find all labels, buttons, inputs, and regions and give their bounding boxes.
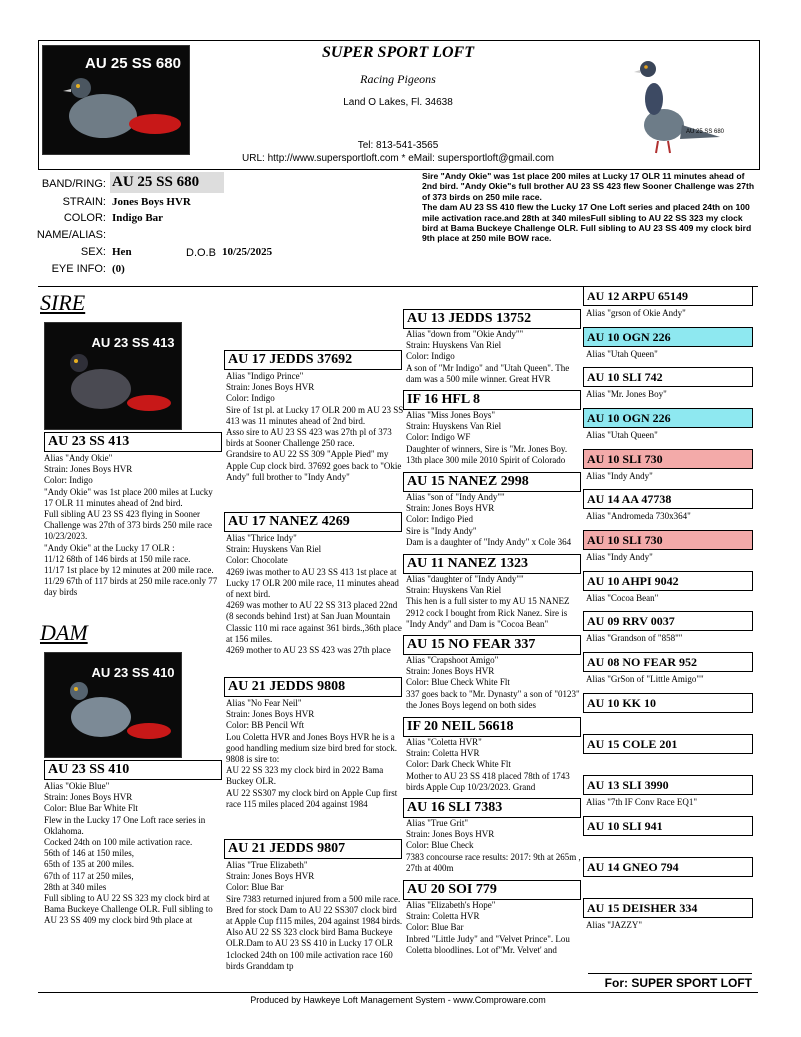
gen3-info: Alias "Elizabeth's Hope" Strain: Coletta HVR Color: Blue Bar Inbred "Little Judy" and "Velvet Prince". Lou Coletta bloodlines. Lot of"Mr. Velvet' and bbox=[406, 900, 570, 955]
gen3-info: Alias "Coletta HVR" Strain: Coletta HVR Color: Dark Check White Flt Mother to AU 23 SS 418 placed 78th of 1743 birds Apple Cup 10/23/2023. Grand bbox=[406, 737, 570, 792]
sire-photo bbox=[44, 322, 182, 430]
gen3-box: AU 15 NO FEAR 337 bbox=[403, 635, 581, 655]
gen3-info: Alias "daughter of "Indy Andy"" Strain: Huyskens Van Riel This hen is a full sister to my AU 15 NANEZ 2912 cock I bought from Rick Nanez. Sire is "Indy Andy" and Dam is "Cocoa Bean" bbox=[406, 574, 570, 629]
gen2-box: AU 21 JEDDS 9808 bbox=[224, 677, 402, 697]
gen4-alias: Alias "grson of Okie Andy" bbox=[586, 308, 686, 318]
strain-label: STRAIN: bbox=[62, 196, 106, 208]
gen3-info: Alias "Crapshoot Amigo" Strain: Jones Boys HVR Color: Blue Check White Flt 337 goes back to "Mr. Dynasty" a son of "0123" the Jones Boys legend on both sides bbox=[406, 655, 580, 710]
gen4-alias: Alias "JAZZY" bbox=[586, 920, 643, 930]
gen3-info: Alias "Miss Jones Boys" Strain: Huyskens Van Riel Color: Indigo WF Daughter of winners, Sire is "Mr. Jones Boy. 13th place 300 mile 2010 Spirit of Colorado bbox=[406, 410, 568, 465]
svg-text:AU 23 SS 413: AU 23 SS 413 bbox=[91, 335, 175, 350]
dam-info: Alias "Okie Blue" Strain: Jones Boys HVR Color: Blue Bar White Flt Flew in the Lucky 17 One Loft race series in Oklahoma. Cocked 24th on 100 mile activation race. 56th of 146 at 150 miles, 65th of 135 at 200 miles. 67th of 117 at 250 miles, 28th at 340 miles Full sibling to AU 22 SS 323 my clock bird at Bama Buckeye Challenge OLR. Full sibling to AU 23 SS 409 my clock bird 9th place at bbox=[44, 781, 213, 926]
gen4-box: AU 10 SLI 742 bbox=[583, 367, 753, 387]
gen4-box: AU 10 KK 10 bbox=[583, 693, 753, 713]
sex-label: SEX: bbox=[80, 246, 106, 258]
color-label: COLOR: bbox=[63, 212, 106, 224]
footer-divider bbox=[38, 992, 758, 993]
gen4-box: AU 08 NO FEAR 952 bbox=[583, 652, 753, 672]
gen4-box: AU 10 SLI 730 bbox=[583, 530, 753, 550]
gen4-alias: Alias "Andromeda 730x364" bbox=[586, 511, 691, 521]
contact-url: URL: http://www.supersportloft.com * eMail: supersportloft@gmail.com bbox=[242, 153, 554, 164]
gen2-info: Alias "Thrice Indy" Strain: Huyskens Van Riel Color: Chocolate 4269 iwas mother to AU 23 SS 413 1st place at Lucky 17 OLR 200 mile race, 11 minutes ahead of next bird. 4269 was mother to AU 22 SS 313 placed 22nd (8 seconds behind 1rst) at San Juan Mountain Classic 110 mi race against 361 birds.,36th place at 156 miles. 4269 mother to AU 23 SS 423 was 27th place bbox=[226, 533, 402, 656]
bird-notes: Sire "Andy Okie" was 1st place 200 miles at Lucky 17 OLR 11 minutes ahead of 2nd bird. "Andy Okie"s full brother AU 23 SS 423 flew Sooner Challenge was 27th of 373 birds on 250 mile race. The dam AU 23 SS 410 flew the Lucky 17 One Loft series and placed 24th on 100 mile activation race.and 28th at 340 milesFull sibling to AU 22 SS 323 my clock bird at Bama Buckeye Challenge OLR. Full sibling to AU 23 SS 409 my clock bird 9th place at 250 mile BOW race. bbox=[422, 171, 755, 244]
gen3-box: AU 15 NANEZ 2998 bbox=[403, 472, 581, 492]
gen4-box: AU 12 ARPU 65149 bbox=[583, 286, 753, 306]
gen3-box: AU 13 JEDDS 13752 bbox=[403, 309, 581, 329]
gen4-box: AU 14 GNEO 794 bbox=[583, 857, 753, 877]
eye-label: EYE INFO: bbox=[51, 263, 106, 275]
sex-value: Hen bbox=[112, 246, 132, 258]
gen3-info: Alias "son of "Indy Andy"" Strain: Jones Boys HVR Color: Indigo Pied Sire is "Indy Andy" Dam is a daughter of "Indy Andy" x Cole 364 bbox=[406, 492, 572, 547]
gen4-box: AU 10 AHPI 9042 bbox=[583, 571, 753, 591]
gen3-box: AU 11 NANEZ 1323 bbox=[403, 554, 581, 574]
gen4-alias: Alias "Grandson of "858"" bbox=[586, 633, 683, 643]
footer-for: For: SUPER SPORT LOFT bbox=[604, 976, 752, 990]
gen2-info: Alias "No Fear Neil" Strain: Jones Boys HVR Color: BB Pencil Wft Lou Coletta HVR and Jones Boys HVR he is a good handling medium size bird bred for stock. 9808 is sire to: AU 22 SS 323 my clock bird in 2022 Bama Buckey OLR. AU 22 SS307 my clock bird on Apple Cup first race 115 miles placed 204 against 1984 bbox=[226, 698, 398, 809]
gen4-alias: Alias "Indy Andy" bbox=[586, 471, 653, 481]
eye-value: (0) bbox=[112, 263, 125, 275]
gen3-info: Alias "True Grit" Strain: Jones Boys HVR Color: Blue Check 7383 concourse race results: 2017: 9th at 265m , 27th at 400m bbox=[406, 818, 581, 873]
dam-heading: DAM bbox=[40, 620, 88, 645]
color-value: Indigo Bar bbox=[112, 212, 164, 224]
gen4-box: AU 14 AA 47738 bbox=[583, 489, 753, 509]
gen3-box: IF 20 NEIL 56618 bbox=[403, 717, 581, 737]
band-label: BAND/RING: bbox=[41, 178, 106, 190]
strain-value: Jones Boys HVR bbox=[112, 196, 191, 208]
gen4-alias: Alias "Cocoa Bean" bbox=[586, 593, 659, 603]
gen4-alias: Alias "GrSon of "Little Amigo"" bbox=[586, 674, 704, 684]
gen4-box: AU 09 RRV 0037 bbox=[583, 611, 753, 631]
gen3-box: AU 20 SOI 779 bbox=[403, 880, 581, 900]
gen4-alias: Alias "7th IF Conv Race EQ1" bbox=[586, 797, 698, 807]
gen2-box: AU 21 JEDDS 9807 bbox=[224, 839, 402, 859]
footer-line bbox=[588, 973, 752, 974]
dam-photo bbox=[44, 652, 182, 758]
gen2-box: AU 17 NANEZ 4269 bbox=[224, 512, 402, 532]
telephone: Tel: 813-541-3565 bbox=[357, 140, 439, 151]
gen2-info: Alias "True Elizabeth" Strain: Jones Boys HVR Color: Blue Bar Sire 7383 returned injured from a 500 mile race. Bred for stock Dam to AU 22 SS307 clock bird at Apple Cup f115 miles, 204 against 1984 birds. Also AU 22 SS 323 clock bird Bama Buckeye OLR.Dam to AU 23 SS 410 in Lucky 17 OLR 1clocked 24th on 100 mile activation race 160 birds Granddam tp bbox=[226, 860, 403, 971]
gen4-alias: Alias "Utah Queen" bbox=[586, 430, 658, 440]
svg-text:AU 25 SS 680: AU 25 SS 680 bbox=[85, 55, 181, 72]
gen4-alias: Alias "Mr. Jones Boy" bbox=[586, 389, 667, 399]
gen4-box: AU 10 OGN 226 bbox=[583, 408, 753, 428]
dam-band: AU 23 SS 410 bbox=[44, 760, 222, 780]
gen4-box: AU 15 DEISHER 334 bbox=[583, 898, 753, 918]
sire-heading: SIRE bbox=[40, 290, 86, 315]
gen3-box: AU 16 SLI 7383 bbox=[403, 798, 581, 818]
bird-photo bbox=[602, 45, 752, 155]
gen3-box: IF 16 HFL 8 bbox=[403, 390, 581, 410]
produced-by: Produced by Hawkeye Loft Management System - www.Comproware.com bbox=[250, 995, 546, 1005]
gen4-box: AU 10 SLI 941 bbox=[583, 816, 753, 836]
svg-text:AU 23 SS 410: AU 23 SS 410 bbox=[91, 665, 175, 680]
dob-value: 10/25/2025 bbox=[222, 246, 273, 258]
gen4-alias: Alias "Utah Queen" bbox=[586, 349, 658, 359]
sire-band: AU 23 SS 413 bbox=[44, 432, 222, 452]
page-subtitle: Racing Pigeons bbox=[360, 72, 436, 86]
gen4-box: AU 10 OGN 226 bbox=[583, 327, 753, 347]
alias-label: NAME/ALIAS: bbox=[36, 229, 106, 241]
svg-text:AU 25 SS 680: AU 25 SS 680 bbox=[685, 129, 725, 135]
location: Land O Lakes, Fl. 34638 bbox=[343, 97, 453, 108]
dob-label: D.O.B bbox=[186, 247, 216, 259]
gen4-box: AU 15 COLE 201 bbox=[583, 734, 753, 754]
gen3-info: Alias "down from "Okie Andy"" Strain: Huyskens Van Riel Color: Indigo A son of "Mr Indigo" and "Utah Queen". The dam was a 500 mile winner. Great HVR bbox=[406, 329, 570, 384]
gen4-alias: Alias "Indy Andy" bbox=[586, 552, 653, 562]
gen4-box: AU 10 SLI 730 bbox=[583, 449, 753, 469]
gen2-box: AU 17 JEDDS 37692 bbox=[224, 350, 402, 370]
logo-image bbox=[42, 45, 190, 155]
gen2-info: Alias "Indigo Prince" Strain: Jones Boys HVR Color: Indigo Sire of 1st pl. at Lucky 17 OLR 200 m AU 23 SS 413 was 11 minutes ahead of 2nd bird. Asso sire to AU 23 SS 423 was 27th pl of 373 birds at Sooner Challenge 250 race. Grandsire to AU 22 SS 309 "Apple Pied" my Apple Cup clock bird. 37692 goes back to "Okie Andy" full brother to "Indy Andy" bbox=[226, 371, 404, 482]
sire-info: Alias "Andy Okie" Strain: Jones Boys HVR Color: Indigo "Andy Okie" was 1st place 200 miles at Lucky 17 OLR 11 minutes ahead of 2nd bird. Full sibling AU 23 SS 423 flying in Sooner Challenge was 27th of 373 birds 250 mile race 10/23/2023. "Andy Okie" at the Lucky 17 OLR : 11/12 68th of 146 birds at 150 mile race. 11/17 1st place by 12 minutes at 200 mile race. 11/29 67th of 117 birds at 250 mile race.only 77 day birds bbox=[44, 453, 218, 598]
band-value: AU 25 SS 680 bbox=[110, 172, 224, 193]
page-title: SUPER SPORT LOFT bbox=[321, 44, 474, 61]
gen4-box: AU 13 SLI 3990 bbox=[583, 775, 753, 795]
